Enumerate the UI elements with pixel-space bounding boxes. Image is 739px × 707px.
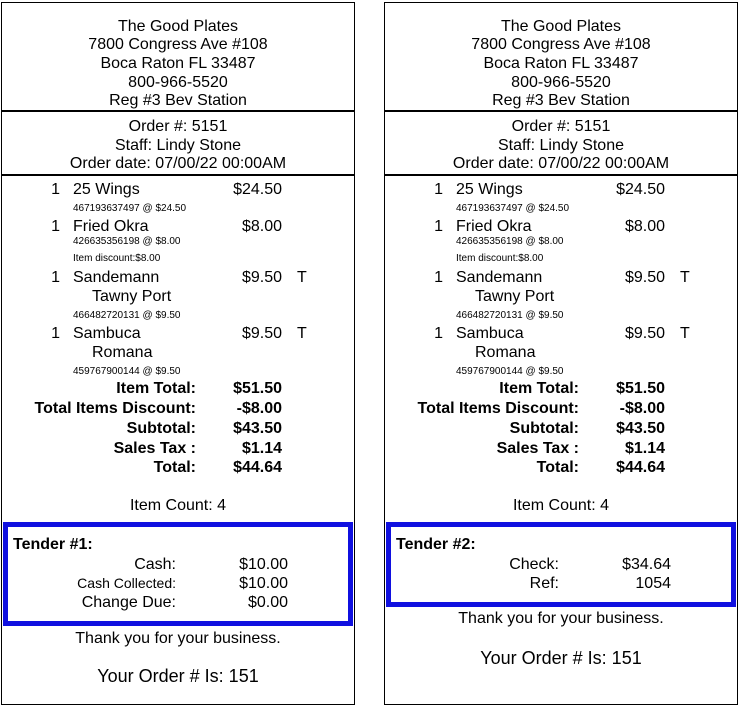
item-sku: 466482720131 @ $9.50 — [456, 310, 564, 321]
item-price: $9.50 — [624, 325, 665, 342]
receipt-tender-1 — [1, 2, 355, 705]
item-price: $9.50 — [241, 325, 282, 342]
item-name: Fried Okra — [73, 218, 149, 235]
discount-value: -$8.00 — [619, 400, 665, 417]
item-qty: 1 — [434, 325, 443, 342]
item-price: $9.50 — [241, 269, 282, 286]
item-qty: 1 — [434, 218, 443, 235]
store-address-line1: 7800 Congress Ave #108 — [88, 36, 268, 53]
item-name: Fried Okra — [456, 218, 532, 235]
sales-tax-value: $1.14 — [624, 440, 665, 457]
tender-box — [386, 522, 736, 607]
thank-you-message: Thank you for your business. — [75, 630, 281, 647]
tender-label: Cash: — [134, 556, 176, 573]
item-price: $9.50 — [624, 269, 665, 286]
item-sku: 459767900144 @ $9.50 — [73, 366, 181, 377]
item-discount: Item discount:$8.00 — [456, 253, 544, 264]
item-name: Sambuca — [456, 325, 524, 342]
grand-total-row — [2, 458, 354, 478]
grand-total-label: Total: — [536, 459, 579, 476]
item-name: Sandemann — [73, 269, 160, 286]
tender-label: Ref: — [529, 575, 559, 592]
order-number: Order #: 5151 — [511, 118, 611, 135]
item-qty: 1 — [51, 181, 60, 198]
store-name: The Good Plates — [500, 18, 622, 35]
tender-row — [8, 555, 348, 574]
item-name: 25 Wings — [456, 181, 523, 198]
subtotal-value: $43.50 — [233, 420, 282, 437]
register-name: Reg #3 Bev Station — [109, 92, 247, 109]
tender-title: Tender #1: — [13, 536, 93, 553]
register-name: Reg #3 Bev Station — [492, 92, 630, 109]
staff-name: Staff: Lindy Stone — [497, 137, 624, 154]
item-tax-flag: T — [680, 325, 690, 342]
line-item — [2, 324, 354, 343]
subtotal-row — [2, 419, 354, 439]
line-item — [2, 268, 354, 287]
store-phone: 800-966-5520 — [511, 74, 611, 91]
item-name-cont: Tawny Port — [475, 288, 555, 305]
subtotal-label: Subtotal: — [126, 420, 196, 437]
line-item — [385, 217, 737, 236]
store-phone: 800-966-5520 — [128, 74, 228, 91]
divider — [385, 174, 737, 176]
discount-value: -$8.00 — [236, 400, 282, 417]
tender-label: Change Due: — [81, 594, 176, 611]
item-sku: 426635356198 @ $8.00 — [456, 236, 564, 247]
discount-label: Total Items Discount: — [417, 400, 579, 417]
item-qty: 1 — [51, 218, 60, 235]
order-number: Order #: 5151 — [128, 118, 228, 135]
thank-you-message: Thank you for your business. — [458, 610, 664, 627]
item-sku: 459767900144 @ $9.50 — [456, 366, 564, 377]
grand-total-value: $44.64 — [616, 459, 665, 476]
tender-row — [391, 555, 731, 574]
grand-total-label: Total: — [153, 459, 196, 476]
discount-label: Total Items Discount: — [34, 400, 196, 417]
discount-row — [2, 399, 354, 419]
item-sku: 466482720131 @ $9.50 — [73, 310, 181, 321]
tender-label: Cash Collected: — [77, 575, 176, 591]
divider — [2, 174, 354, 176]
item-sku: 467193637497 @ $24.50 — [456, 203, 570, 214]
item-name-cont: Romana — [475, 344, 536, 361]
divider — [2, 110, 354, 112]
line-item — [2, 180, 354, 199]
item-price: $24.50 — [616, 181, 665, 198]
line-item — [385, 324, 737, 343]
subtotal-value: $43.50 — [616, 420, 665, 437]
tender-title: Tender #2: — [396, 536, 476, 553]
your-order-number: Your Order # Is: 151 — [480, 648, 642, 668]
item-price: $24.50 — [233, 181, 282, 198]
tender-row — [8, 593, 348, 612]
item-tax-flag: T — [680, 269, 690, 286]
item-sku: 426635356198 @ $8.00 — [73, 236, 181, 247]
item-price: $8.00 — [241, 218, 282, 235]
item-sku: 467193637497 @ $24.50 — [73, 203, 187, 214]
item-qty: 1 — [434, 269, 443, 286]
tender-value: $10.00 — [239, 556, 288, 573]
item-qty: 1 — [434, 181, 443, 198]
item-tax-flag: T — [297, 269, 307, 286]
subtotal-label: Subtotal: — [509, 420, 579, 437]
tender-value: $0.00 — [247, 594, 288, 611]
item-qty: 1 — [51, 325, 60, 342]
store-address-line1: 7800 Congress Ave #108 — [471, 36, 651, 53]
item-name-cont: Tawny Port — [92, 288, 172, 305]
tender-label: Check: — [509, 556, 559, 573]
sales-tax-row — [2, 439, 354, 459]
item-qty: 1 — [51, 269, 60, 286]
item-total-label: Item Total: — [499, 380, 579, 397]
tender-value: $10.00 — [239, 575, 288, 592]
item-name: Sambuca — [73, 325, 141, 342]
store-address-line2: Boca Raton FL 33487 — [483, 55, 639, 72]
item-name: 25 Wings — [73, 181, 140, 198]
receipt-tender-2 — [384, 2, 738, 705]
sales-tax-row — [385, 439, 737, 459]
item-name: Sandemann — [456, 269, 543, 286]
tender-row — [8, 574, 348, 593]
sales-tax-label: Sales Tax : — [496, 440, 579, 457]
tender-box — [3, 522, 353, 626]
order-date: Order date: 07/00/22 00:00AM — [452, 155, 670, 172]
tender-row — [391, 574, 731, 593]
your-order-number: Your Order # Is: 151 — [97, 666, 259, 686]
item-total-value: $51.50 — [233, 380, 282, 397]
line-item — [2, 217, 354, 236]
item-total-row — [2, 379, 354, 399]
discount-row — [385, 399, 737, 419]
item-total-row — [385, 379, 737, 399]
subtotal-row — [385, 419, 737, 439]
item-total-label: Item Total: — [116, 380, 196, 397]
line-item — [385, 180, 737, 199]
tender-value: 1054 — [635, 575, 671, 592]
sales-tax-label: Sales Tax : — [113, 440, 196, 457]
grand-total-row — [385, 458, 737, 478]
store-name: The Good Plates — [117, 18, 239, 35]
item-price: $8.00 — [624, 218, 665, 235]
divider — [385, 110, 737, 112]
store-address-line2: Boca Raton FL 33487 — [100, 55, 256, 72]
staff-name: Staff: Lindy Stone — [114, 137, 241, 154]
item-name-cont: Romana — [92, 344, 153, 361]
item-tax-flag: T — [297, 325, 307, 342]
item-discount: Item discount:$8.00 — [73, 253, 161, 264]
sales-tax-value: $1.14 — [241, 440, 282, 457]
line-item — [385, 268, 737, 287]
grand-total-value: $44.64 — [233, 459, 282, 476]
item-total-value: $51.50 — [616, 380, 665, 397]
order-date: Order date: 07/00/22 00:00AM — [69, 155, 287, 172]
item-count: Item Count: 4 — [512, 497, 610, 514]
item-count: Item Count: 4 — [129, 497, 227, 514]
tender-value: $34.64 — [622, 556, 671, 573]
